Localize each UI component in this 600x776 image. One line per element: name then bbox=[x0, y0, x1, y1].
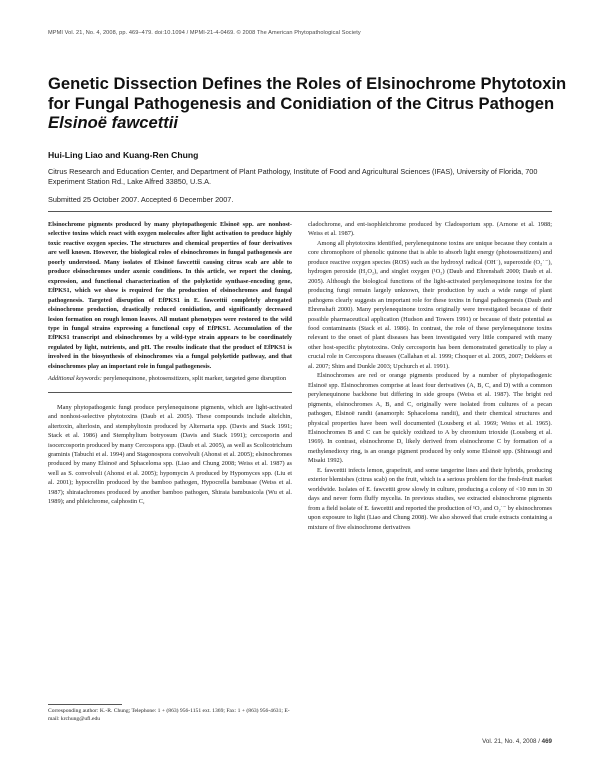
article-title-species: Elsinoë fawcettii bbox=[48, 113, 179, 132]
page-number: 469 bbox=[541, 738, 552, 745]
page-footer bbox=[440, 738, 552, 745]
keywords bbox=[48, 374, 292, 383]
keywords-label: Additional keywords: bbox=[48, 375, 102, 383]
authors: Hui-Ling Liao and Kuang-Ren Chung bbox=[48, 150, 199, 160]
header-divider bbox=[48, 211, 552, 212]
submission-dates: Submitted 25 October 2007. Accepted 6 December 2007. bbox=[48, 195, 234, 204]
affiliation: Citrus Research and Education Center, and Department of Plant Pathology, Institute of Food and Agricultural Sciences (IFAS), University of Florida, 700 Experiment Station Rd., Lake Alfred 33850, U.S.A. bbox=[48, 167, 538, 187]
article-title-text: Genetic Dissection Defines the Roles of Elsinochrome Phytotoxin for Fungal Pathogenesis and Conidiation of the Citrus Pathogen bbox=[48, 74, 567, 113]
footnote-divider bbox=[48, 704, 122, 705]
abstract-divider bbox=[48, 392, 292, 393]
left-column bbox=[48, 220, 292, 507]
article-title bbox=[48, 74, 568, 133]
body-paragraph: cladochrome, and ent-isophleichrome produced by Cladosporium spp. (Arnone et al. 1988; Weiss et al. 1987). bbox=[308, 221, 552, 238]
body-paragraph: E. fawcettii infects lemon, grapefruit, and some tangerine lines and their hybrids, producing exterior blemishes (citrus scab) on the fruit, which is a serious problem for the fresh-fruit market worldwide. Isolates of E. fawcettii grow slowly in culture, producing a colony of <10 mm in 30 days and never form fluffy mycelia. In previous studies, we extracted elsinochrome pigments from a field isolate of E. fawcettii and reported the production of ¹O₂ and O₂˙⁻ by elsinochromes upon exposure to light (Liao and Chung 2008). We also showed that crude extracts containing a mixture of five elsinochrome derivatives bbox=[308, 466, 552, 531]
keywords-text: perylenequinone, photosensitizers, split marker, targeted gene disruption bbox=[103, 375, 287, 383]
footer-volume: Vol. 21, No. 4, 2008 / bbox=[482, 738, 540, 745]
corresponding-author-footnote: Corresponding author: K.-R. Chung; Telephone: 1 + (863) 956-1151 ext. 1369; Fax: 1 + (863) 956-4631; E-mail: krchung@ufl.edu bbox=[48, 708, 290, 722]
abstract: Elsinochrome pigments produced by many phytopathogenic Elsinoë spp. are nonhost-selective toxins which react with oxygen molecules after light activation to produce highly toxic reactive oxygen species. The structures and chemical properties of four derivatives are well known. However, the biological roles of elsinochromes in fungal pathogenesis are poorly understood. Many isolates of Elsinoë fawcettii causing citrus scab are able to produce elsinochromes under axenic conditions. In this article, we report the cloning, expression, and functional characterization of the polyketide synthase-encoding gene, EfPKS1, which we show is required for the production of elsinochromes and fungal pathogenesis. Targeted disruption of EfPKS1 in E. fawcettii completely abrogated elsinochrome production, drastically reduced conidiation, and significantly decreased lesion formation on rough lemon leaves. All mutant phenotypes were restored to the wild type in fungal strains expressing a functional copy of EfPKS1. Accumulation of the EfPKS1 transcript and elsinochromes by a wild-type strain appears to be coordinately regulated by light, nutrients, and pH. The results indicate that the product of EfPKS1 is involved in the biosynthesis of elsinochromes via a fungal polyketide pathway, and that elsinochromes play an important role in fungal pathogenesis. bbox=[48, 221, 292, 370]
journal-citation-header: MPMI Vol. 21, No. 4, 2008, pp. 469–479. doi:10.1094 / MPMI-21-4-0469. © 2008 The American Phytopathological Society bbox=[48, 30, 361, 36]
body-paragraph: Elsinochromes are red or orange pigments produced by a number of phytopathogenic Elsinoë spp. Elsinochromes comprise at least four derivatives (A, B, C, and D) with a common perylenequinone backbone but differing in side groups (Weiss et al. 1987). The bright red pigments, elsinochromes A, B, and C, originally were isolated from cultures of a pecan pathogen, Elsinoë randii (anamorph: Sphaceloma randii), and their chemical structures and physical properties have been well documented (Lousberg et al. 1969; Weiss et al. 1965). Elsinochromes B and C can be quickly oxidized to A by chromium trioxide (Lousberg et al. 1969). In contrast, elsinochrome D, likely derived from elsinochrome C by formation of a methylenedioxy ring, is an orange pigment produced by only some Elsinoë spp. (Shirasugi and Misaki 1992). bbox=[308, 372, 552, 465]
body-paragraph: Among all phytotoxins identified, perylenequinone toxins are unique because they contain a core chromophore of phenolic quinone that is able to absorb light energy (photosensitizers) and produce reactive oxygen species (ROS) such as the hydroxyl radical (OH˙), superoxide (O₂˙⁻), hydrogen peroxide (H₂O₂), and singlet oxygen (¹O₂) (Daub and Ehrenshaft 2000; Daub et al. 2005). Although the biological functions of the light-activated perylenequinone toxins for the producing fungi remain largely unknown, their production by such a wide range of plant pathogens clearly suggests an important role for these toxins in fungal pathogenesis (Daub and Ehrenshaft 2000). Many perylenequinone toxins originally were investigated because of their possible pharmaceutical application (Hudson and Towers 1991) or because of their potential as food contaminants (Stack et al. 1986). In contrast, the role of these perylenequinone toxins relevant to the onset of plant diseases has been investigated very little compared with many other host-specific phytotoxins. Only cercosporin has been demonstrated genetically to play a crucial role in Cercospora diseases (Callahan et al. 1999; Choquer et al. 2005, 2007; Dekkers et al. 2007; Shim and Dunkle 2003; Upchurch et al. 1991). bbox=[308, 239, 552, 370]
intro-paragraph: Many phytopathogenic fungi produce perylenequinone pigments, which are light-activated and nonhost-selective phytotoxins (Daub et al. 2005). These compounds include altelchin, altertoxin, alterlosin, and stemphyltoxin produced by Alternaria spp. (Davis and Stack 1991; Stack et al. 1986) and Stemphylium botryosum (Davis and Stack 1991); cercosporin and isocercosporin produced by many Cercospora spp. (Daub et al. 2005), as well as Scolicotrichum graminis (Tabuchi et al. 1994) and Stagonospora convolvuli (Ahonsi et al. 2005); elsinochromes produced by many Elsinoë and Sphaceloma spp. (Liao and Chung 2008; Weiss et al. 1987) as well as S. convolvuli (Ahonsi et al. 2005); hypomycin A produced by Hypomyces spp. (Liu et al. 2001); hypocrellin produced by the bamboo pathogen, Hypocrella bambusae (Weiss et al. 1987); shiraiachromes produced by another bamboo pathogen, Shiraia bambusicola (Wu et al. 1989); and phleichrome, calphostin C, bbox=[48, 403, 292, 506]
right-column bbox=[308, 220, 552, 532]
